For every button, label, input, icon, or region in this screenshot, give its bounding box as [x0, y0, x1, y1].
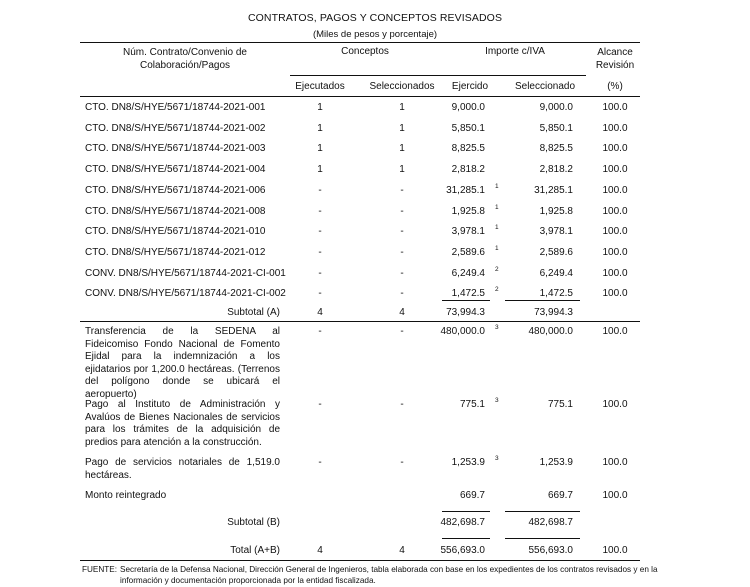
- seleccionados-cell: -: [400, 457, 404, 468]
- header-ejercido: Ejercido: [451, 81, 489, 92]
- seleccionado-cell: 669.7: [547, 490, 573, 501]
- alcance-cell: 100.0: [602, 457, 628, 468]
- seleccionado-cell: 2,589.6: [539, 247, 573, 258]
- ejercido-cell: 556,693.0: [440, 545, 485, 556]
- ejecutados-cell: 1: [317, 143, 323, 154]
- table-row-name: CTO. DN8/S/HYE/5671/18744-2021-006: [85, 185, 266, 196]
- header-seleccionados: Seleccionados: [369, 81, 435, 92]
- seleccionado-cell: 5,850.1: [539, 123, 573, 134]
- ejecutados-cell: 1: [317, 123, 323, 134]
- footer-text: Secretaría de la Defensa Nacional, Dirección General de Ingenieros, tabla elaborada con base en los expedientes de los contratos revisados y en la información y documentación proporcionada por la entidad fiscalizada.: [120, 565, 658, 585]
- alcance-cell: 100.0: [602, 399, 628, 410]
- table-row-name: CTO. DN8/S/HYE/5671/18744-2021-012: [85, 247, 266, 258]
- seleccionados-cell: 1: [399, 102, 405, 113]
- table-row-name: CTO. DN8/S/HYE/5671/18744-2021-002: [85, 123, 266, 134]
- subtotal-a-rule-seleccionado: [505, 300, 580, 301]
- table-bottom-rule: [80, 560, 640, 561]
- seleccionado-cell: 3,978.1: [539, 226, 573, 237]
- ejecutados-cell: -: [318, 457, 322, 468]
- ejercido-cell: 6,249.4: [451, 268, 485, 279]
- alcance-cell: 100.0: [602, 185, 628, 196]
- table-title: CONTRATOS, PAGOS Y CONCEPTOS REVISADOS: [247, 12, 503, 24]
- ejercido-cell: 73,994.3: [446, 307, 485, 318]
- alcance-cell: 100.0: [602, 288, 628, 299]
- seleccionados-cell: -: [400, 247, 404, 258]
- alcance-cell: 100.0: [602, 164, 628, 175]
- seleccionado-cell: 2,818.2: [539, 164, 573, 175]
- seleccionado-cell: 775.1: [547, 399, 573, 410]
- ejercido-cell: 31,285.1: [446, 185, 485, 196]
- seleccionados-cell: -: [400, 326, 404, 337]
- ejecutados-cell: -: [318, 288, 322, 299]
- payment-description: Monto reintegrado: [85, 490, 167, 501]
- alcance-cell: 100.0: [602, 247, 628, 258]
- header-pct: (%): [607, 81, 623, 92]
- ejecutados-cell: -: [318, 268, 322, 279]
- alcance-cell: 100.0: [602, 490, 628, 501]
- footnote-marker: 2: [495, 286, 499, 293]
- ejercido-cell: 2,589.6: [451, 247, 485, 258]
- table-subtitle: (Miles de pesos y porcentaje): [312, 29, 438, 40]
- seleccionado-cell: 1,925.8: [539, 206, 573, 217]
- table-row-name: CTO. DN8/S/HYE/5671/18744-2021-004: [85, 164, 266, 175]
- ejercido-cell: 1,472.5: [451, 288, 485, 299]
- seleccionado-cell: 6,249.4: [539, 268, 573, 279]
- table-row-name: CTO. DN8/S/HYE/5671/18744-2021-008: [85, 206, 266, 217]
- ejecutados-cell: 4: [317, 307, 323, 318]
- footnote-marker: 1: [495, 224, 499, 231]
- ejecutados-cell: -: [318, 226, 322, 237]
- payment-description: Pago al Instituto de Administración y Avalúos de Bienes Nacionales de servicios para los trámites de la adquisición de predios para atención a la construcción.: [85, 399, 280, 448]
- alcance-cell: 100.0: [602, 123, 628, 134]
- footnote-marker: 3: [495, 397, 499, 404]
- ejercido-cell: 8,825.5: [451, 143, 485, 154]
- seleccionado-cell: 556,693.0: [528, 545, 573, 556]
- subtotal-a-bottom-rule: [80, 321, 640, 322]
- payment-description: Pago de servicios notariales de 1,519.0 hectáreas.: [85, 457, 280, 481]
- ejecutados-cell: -: [318, 185, 322, 196]
- alcance-cell: 100.0: [602, 143, 628, 154]
- ejercido-cell: 775.1: [459, 399, 485, 410]
- header-bottom-rule: [80, 96, 640, 97]
- ejercido-cell: 669.7: [459, 490, 485, 501]
- ejercido-cell: 5,850.1: [451, 123, 485, 134]
- table-row-name: CONV. DN8/S/HYE/5671/18744-2021-CI-002: [85, 288, 286, 299]
- table-row-name: CTO. DN8/S/HYE/5671/18744-2021-010: [85, 226, 266, 237]
- header-top-rule: [80, 42, 640, 43]
- seleccionados-cell: 1: [399, 123, 405, 134]
- seleccionados-cell: -: [400, 399, 404, 410]
- footnote-marker: 3: [495, 455, 499, 462]
- subtotal-b-rule-seleccionado: [505, 511, 580, 512]
- total-rule-ejercido: [442, 538, 490, 539]
- seleccionado-cell: 1,253.9: [539, 457, 573, 468]
- footnote-marker: 1: [495, 183, 499, 190]
- payment-description: Transferencia de la SEDENA al Fideicomiso Fondo Nacional de Fomento Ejidal para la indemnización a los ejidatarios por 1,200.0 hectáreas. (Terrenos del polígono donde se ubicará el aeropuerto): [85, 326, 280, 400]
- ejecutados-cell: -: [318, 326, 322, 337]
- ejercido-cell: 1,925.8: [451, 206, 485, 217]
- seleccionado-cell: 9,000.0: [539, 102, 573, 113]
- seleccionados-cell: 1: [399, 164, 405, 175]
- ejecutados-cell: 1: [317, 164, 323, 175]
- seleccionado-cell: 482,698.7: [528, 517, 573, 528]
- ejecutados-cell: 4: [317, 545, 323, 556]
- total-label: Total (A+B): [230, 545, 280, 556]
- header-group-rule: [290, 75, 586, 76]
- alcance-cell: 100.0: [602, 268, 628, 279]
- seleccionados-cell: 1: [399, 143, 405, 154]
- alcance-cell: 100.0: [602, 545, 628, 556]
- seleccionado-cell: 1,472.5: [539, 288, 573, 299]
- ejercido-cell: 3,978.1: [451, 226, 485, 237]
- ejercido-cell: 9,000.0: [451, 102, 485, 113]
- alcance-cell: 100.0: [602, 206, 628, 217]
- alcance-cell: 100.0: [602, 102, 628, 113]
- seleccionado-cell: 73,994.3: [534, 307, 573, 318]
- seleccionados-cell: -: [400, 268, 404, 279]
- header-seleccionado: Seleccionado: [514, 81, 576, 92]
- ejecutados-cell: -: [318, 399, 322, 410]
- subtotal-a-label: Subtotal (A): [227, 307, 280, 318]
- ejercido-cell: 480,000.0: [440, 326, 485, 337]
- subtotal-b-label: Subtotal (B): [227, 517, 280, 528]
- footnote-marker: 1: [495, 204, 499, 211]
- seleccionados-cell: 4: [399, 545, 405, 556]
- table-row-name: CTO. DN8/S/HYE/5671/18744-2021-001: [85, 102, 266, 113]
- table-row-name: CONV. DN8/S/HYE/5671/18744-2021-CI-001: [85, 268, 286, 279]
- ejecutados-cell: -: [318, 247, 322, 258]
- ejercido-cell: 1,253.9: [451, 457, 485, 468]
- header-alcance: Alcance Revisión: [595, 47, 635, 71]
- seleccionados-cell: -: [400, 185, 404, 196]
- header-ejecutados: Ejecutados: [295, 81, 345, 92]
- seleccionado-cell: 31,285.1: [534, 185, 573, 196]
- header-conceptos: Conceptos: [341, 46, 389, 57]
- seleccionado-cell: 480,000.0: [528, 326, 573, 337]
- seleccionado-cell: 8,825.5: [539, 143, 573, 154]
- seleccionados-cell: -: [400, 206, 404, 217]
- footnote-marker: 2: [495, 266, 499, 273]
- seleccionados-cell: -: [400, 226, 404, 237]
- ejecutados-cell: 1: [317, 102, 323, 113]
- alcance-cell: 100.0: [602, 226, 628, 237]
- header-importe: Importe c/IVA: [485, 46, 545, 57]
- seleccionados-cell: -: [400, 288, 404, 299]
- header-contract: Núm. Contrato/Convenio de Colaboración/Pagos: [123, 47, 247, 71]
- ejercido-cell: 482,698.7: [440, 517, 485, 528]
- seleccionados-cell: 4: [399, 307, 405, 318]
- table-row-name: CTO. DN8/S/HYE/5671/18744-2021-003: [85, 143, 266, 154]
- footnote-marker: 3: [495, 324, 499, 331]
- subtotal-a-rule-ejercido: [442, 300, 490, 301]
- footer-label: FUENTE:: [82, 565, 118, 574]
- total-rule-seleccionado: [505, 538, 580, 539]
- alcance-cell: 100.0: [602, 326, 628, 337]
- subtotal-b-rule-ejercido: [442, 511, 490, 512]
- ejecutados-cell: -: [318, 206, 322, 217]
- ejercido-cell: 2,818.2: [451, 164, 485, 175]
- footnote-marker: 1: [495, 245, 499, 252]
